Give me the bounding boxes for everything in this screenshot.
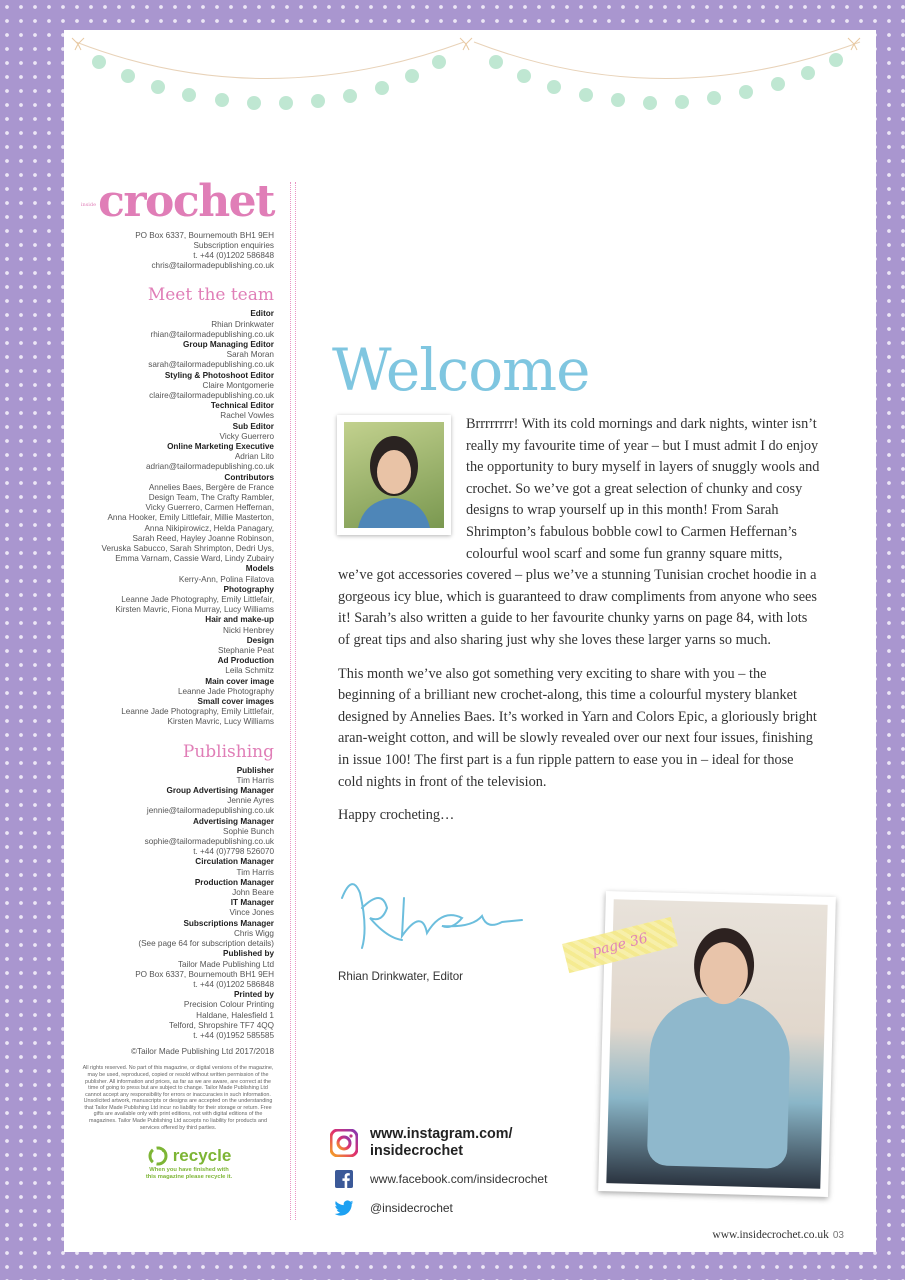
credit-role: Hair and make-up (205, 615, 274, 625)
credit-line: Rachel Vowles (220, 411, 274, 421)
credit-line: Chris Wigg (233, 928, 274, 938)
credit-email[interactable]: adrian@tailormadepublishing.co.uk (145, 462, 274, 472)
website-link[interactable]: www.insidecrochet.co.uk (712, 1229, 829, 1241)
twitter-link[interactable]: @insidecrochet (330, 1198, 547, 1218)
credit-line: Vince Jones (229, 908, 274, 918)
credit-line: Telford, Shropshire TF7 4QQ (169, 1020, 274, 1030)
credit-role: Contributors (224, 472, 274, 482)
credit-line: Claire Montgomerie (202, 380, 274, 390)
paragraph: Brrrrrrrr! With its cold mornings and dark nights, winter isn’t really my favourite time of year – but I must admit I do enjoy the opportunity to bury myself in layers of snuggly wools and crochet. So we’ve got a great selection of chunky and cosy designs to wrap yourself up in this month! From Sarah Shrimpton’s fabulous bobble cowl to Carmen Heffernan’s colourful wool scarf and some fun granny square mitts, we’ve got accessories covered – plus we’ve a stunning Tunisian crochet hoodie in a gorgeous icy blue, which is guaranteed to draw compliments from anyone who sees it! Sarah’s also written a guide to her favourite chunky yarns on page 84, with lots of great tips and also sharing just why she loves these larger yarns so much. (338, 416, 820, 648)
credit-email[interactable]: sophie@tailormadepublishing.co.uk (144, 837, 274, 847)
facebook-link[interactable]: www.facebook.com/insidecrochet (330, 1170, 547, 1188)
credit-line: Haldane, Halesfield 1 (196, 1010, 274, 1020)
credit-line: Tim Harris (236, 775, 274, 785)
credit-line: Rhian Drinkwater (211, 319, 274, 329)
closing-line: Happy crocheting… (338, 807, 455, 824)
credit-role: Group Advertising Manager (166, 786, 274, 796)
credit-line: Stephanie Peat (218, 646, 274, 656)
credit-line: Annelies Baes, Bergère de France (148, 482, 274, 492)
credit-role: Circulation Manager (195, 857, 274, 867)
credit-email[interactable]: sarah@tailormadepublishing.co.uk (148, 360, 274, 370)
credit-line: Vicky Guerrero (219, 431, 274, 441)
contact-email[interactable]: chris@tailormadepublishing.co.uk (151, 261, 274, 271)
credit-line: Leila Schmitz (225, 666, 274, 676)
credit-line: Kirsten Mavric, Fiona Murray, Lucy Williams (115, 605, 274, 615)
instagram-link[interactable]: www.instagram.com/ insidecrochet (330, 1126, 547, 1160)
credit-line: Leanne Jade Photography, Emily Littlefair, (121, 595, 274, 604)
legal-notice: All rights reserved. No part of this magazine, or digital versions of the magazine, may be used, reproduced, copied or resold without written permission of the publisher. All information and prices, as far as we are aware, are correct at the time of going to press but are subject to change. Tailor Made Publishing Ltd cannot accept any responsibility for errors or inaccuracies in such information. Unsolicited artwork, manuscripts or designs are accepted on the understanding that Tailor Made Publishing Ltd incur no liability for their storage or return. Free gifts are available only with print editions, not with digital editions of the magazines. Tailor Made Publishing Ltd accepts no liability for products and services offered by third parties. (82, 1065, 274, 1131)
credit-role: Technical Editor (210, 401, 274, 411)
team-credits (64, 309, 274, 727)
credit-line: Jennie Ayres (227, 796, 274, 806)
credit-line: Anna Hooker, Emily Littlefair, Millie Masterton, (107, 513, 274, 523)
credit-line: Tailor Made Publishing Ltd (177, 959, 274, 969)
credit-role: Main cover image (205, 676, 274, 686)
twitter-icon (334, 1198, 354, 1218)
credit-role: Advertising Manager (193, 816, 274, 826)
masthead-sidebar (64, 176, 274, 1181)
editor-portrait (337, 415, 451, 535)
recycle-icon (147, 1145, 169, 1167)
credit-email[interactable]: claire@tailormadepublishing.co.uk (149, 390, 274, 400)
credit-role: Publisher (236, 765, 274, 775)
credit-role: Group Managing Editor (183, 339, 274, 349)
credit-role: Photography (223, 584, 274, 594)
credit-line: (See page 64 for subscription details) (138, 939, 274, 949)
credit-role: Models (245, 564, 274, 574)
credit-line: Leanne Jade Photography (177, 686, 274, 696)
crochet-logo: insidecrochet (80, 176, 274, 227)
contact-address: PO Box 6337, Bournemouth BH1 9EH Subscription enquiries t. +44 (0)1202 586848 chris@tailormadepublishing.co.uk (64, 231, 274, 272)
credit-line: John Beare (232, 888, 274, 898)
credit-line: Tim Harris (236, 867, 274, 877)
page-number: 03 (832, 1230, 844, 1241)
credit-line: PO Box 6337, Bournemouth BH1 9EH (135, 969, 274, 979)
credit-role: Design (246, 635, 274, 645)
publishing-credits (64, 766, 274, 1041)
meet-team-heading: Meet the team (147, 285, 274, 306)
credit-role: Subscriptions Manager (183, 918, 274, 928)
facebook-icon (335, 1170, 353, 1188)
credit-role: Sub Editor (232, 421, 274, 431)
editor-signature (332, 868, 532, 958)
credit-email[interactable]: rhian@tailormadepublishing.co.uk (150, 329, 274, 339)
page-36-tape-label[interactable]: page 36 (562, 917, 678, 973)
credit-line: t. +44 (0)1952 585585 (193, 1030, 274, 1040)
credit-role: Production Manager (194, 877, 274, 887)
paragraph: This month we’ve also got something very exciting to share with you – the beginning of a brilliant new crochet-along, this time a colourful mystery blanket designed by Annelies Baes. It’s worked in Yarn and Colors Epic, a gloriously bright aran-weight cotton, and will be slowly revealed over our next four issues, finishing in issue 100! The first part is a fun ripple pattern to ease you in – ideal for those cold nights in front of the television. (338, 665, 817, 790)
credit-line: Adrian Lito (234, 452, 274, 462)
credit-email[interactable]: jennie@tailormadepublishing.co.uk (146, 806, 274, 816)
social-links (330, 1126, 547, 1228)
credit-line: Sarah Reed, Hayley Joanne Robinson, (132, 533, 274, 543)
credit-role: Styling & Photoshoot Editor (164, 370, 274, 380)
page-title: Welcome (332, 336, 590, 404)
credit-line: Design Team, The Crafty Rambler, (148, 492, 274, 502)
credit-role: Published by (223, 949, 274, 959)
credit-line: Sophie Bunch (223, 826, 274, 836)
signature-name: Rhian Drinkwater, Editor (338, 970, 464, 983)
credit-role: Printed by (233, 990, 274, 1000)
credit-line: Veruska Sabucco, Sarah Shrimpton, Dedri Uys, (101, 543, 274, 553)
credit-line: Kirsten Mavric, Lucy Williams (167, 717, 274, 727)
pompom-bunting-decoration (64, 30, 876, 120)
copyright: ©Tailor Made Publishing Ltd 2017/2018 (130, 1047, 274, 1057)
publishing-heading: Publishing (182, 741, 274, 762)
instagram-icon (330, 1129, 358, 1157)
credit-line: Sarah Moran (226, 350, 274, 360)
page-footer (712, 1229, 844, 1241)
credit-role: Ad Production (217, 656, 274, 666)
recycle-badge: recycle When you have finished with this magazine please recycle it. (145, 1146, 233, 1181)
credit-line: Emma Varnam, Cassie Ward, Lindy Zubairy (115, 554, 274, 564)
credit-line: Nicki Henbrey (223, 625, 274, 635)
credit-line: Anna Nikipirowicz, Helda Panagary, (144, 523, 274, 533)
credit-role: Editor (250, 309, 274, 319)
credit-line: t. +44 (0)7798 526070 (193, 847, 274, 857)
credit-line: t. +44 (0)1202 586848 (193, 979, 274, 989)
credit-role: IT Manager (230, 898, 274, 908)
credit-role: Small cover images (197, 697, 274, 707)
page (64, 30, 876, 1252)
credit-line: Precision Colour Printing (183, 1000, 274, 1010)
credit-line: Vicky Guerrero, Carmen Heffernan, (145, 503, 274, 513)
credit-line: Kerry-Ann, Polina Filatova (178, 574, 274, 584)
credit-line: Leanne Jade Photography, Emily Littlefair, (121, 707, 274, 717)
credit-role: Online Marketing Executive (167, 441, 274, 451)
sidebar-divider (290, 182, 296, 1220)
editor-photo (344, 422, 444, 528)
